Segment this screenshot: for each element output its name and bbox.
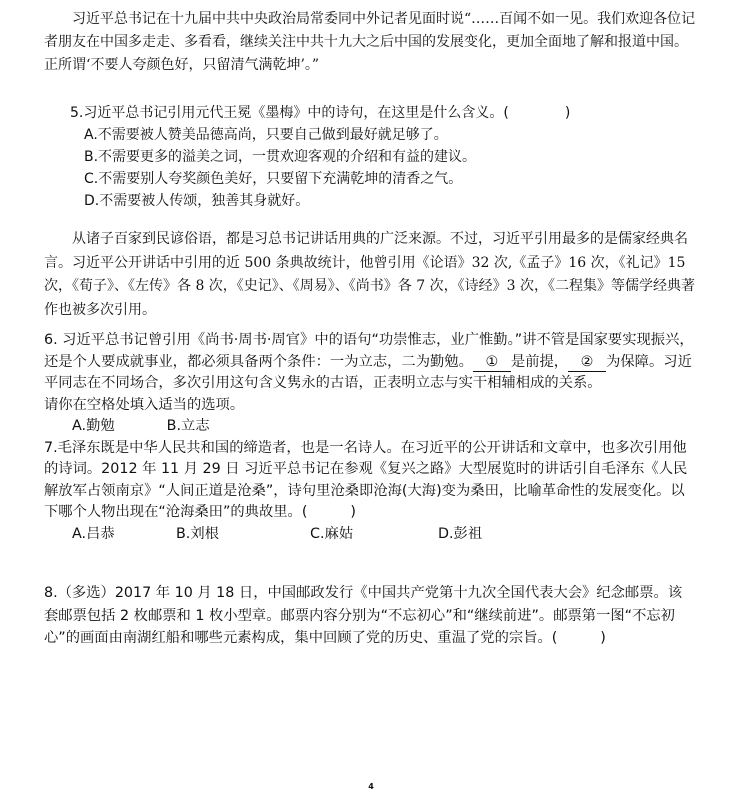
- classics-paragraph: [44, 228, 696, 322]
- question-5: [44, 102, 696, 212]
- question-7: [44, 438, 696, 546]
- question-6-stem-part-2: 是前提，: [510, 353, 569, 370]
- question-6-option-b: B.立志: [166, 418, 210, 434]
- question-6-stem-part-3: 为保障。习近平同志在不同场合，多次引用这句含义隽永的古语，正表明立志与实干相辅相成的关系。: [44, 353, 692, 391]
- question-5-stem: 5.习近平总书记引用元代王冕《墨梅》中的诗句，在这里是什么含义。( ): [70, 105, 571, 121]
- question-6-options: [44, 416, 696, 438]
- answer-blank-2[interactable]: ②: [568, 354, 606, 372]
- intro-paragraph-text: 习近平总书记在十九届中共中央政治局常委同中外记者见面时说“……百闻不如一见。我们欢迎各位记者朋友在中国多走走、多看看，继续关注中共十九大之后中国的发展变化，更加全面地了解和报道中国。正所谓‘不要人夸颜色好，只留清气满乾坤’。”: [44, 11, 696, 73]
- question-8-stem: 8.（多选）2017 年 10 月 18 日，中国邮政发行《中国共产党第十九次全国代表大会》纪念邮票。该套邮票包括 2 枚邮票和 1 枚小型章。邮票内容分别为“不忘初心”和“继续前进”。邮票第一图“不忘初心”的画面由南湖红船和哪些元素构成，集中回顾了党的历史、重温了党的宗旨。( ): [44, 585, 683, 646]
- question-8: [44, 582, 696, 650]
- question-7-options: [44, 524, 696, 546]
- question-6-and-7: [44, 330, 696, 545]
- question-7-option-c: C.麻姑: [310, 525, 354, 542]
- page-number: 4: [368, 782, 374, 791]
- question-5-option-a: A.不需要被人赞美品德高尚，只要自己做到最好就足够了。: [84, 127, 448, 143]
- classics-paragraph-text: 从诸子百家到民谚俗语，都是习总书记讲话用典的广泛来源。不过，习近平引用最多的是儒家经典名言。习近平公开讲话中引用的近 500 条典故统计，他曾引用《论语》32 次,《孟子》16 次，《礼记》15 次，《荀子》、《左传》各 8 次，《史记》、《周易》、《尚书》各 7 次，《诗经》3 次，《二程集》等儒学经典著作也被多次引用。: [44, 231, 695, 318]
- question-6-option-a: A.勤勉: [72, 418, 115, 434]
- question-6-instruction: 请你在空格处填入适当的选项。: [44, 396, 245, 413]
- question-7-stem: 7.毛泽东既是中华人民共和国的缔造者，也是一名诗人。在习近平的公开讲话和文章中，也多次引用他的诗词。2012 年 11 月 29 日 习近平总书记在参观《复兴之路》大型展览时的讲话引自毛泽东《人民解放军占领南京》“人间正道是沧桑”，诗句里沧桑即沧海(大海)变为桑田，比喻革命性的发展变化。以下哪个人物出现在“沧海桑田”的典故里。( ): [44, 439, 688, 520]
- question-7-option-a: A.吕恭: [72, 525, 115, 542]
- question-5-option-b: B.不需要更多的溢美之词，一贯欢迎客观的介绍和有益的建议。: [84, 149, 477, 165]
- question-6-stem-part-1: 6. 习近平总书记曾引用《尚书·周书·周官》中的语句“功崇惟志，业广惟勤。”讲不管是国家要实现振兴，还是个人要成就事业，都必须具备两个条件：一为立志，二为勤勉。: [44, 332, 694, 370]
- question-5-option-d: D.不需要被人传颂，独善其身就好。: [84, 193, 310, 209]
- answer-blank-1[interactable]: ①: [473, 354, 511, 372]
- question-6-stem: [44, 330, 696, 395]
- question-5-option-c: C.不需要别人夸奖颜色美好，只要留下充满乾坤的清香之气。: [84, 171, 463, 187]
- intro-paragraph: [44, 8, 696, 77]
- question-7-option-d: D.彭祖: [438, 525, 483, 542]
- question-7-option-b: B.刘根: [176, 525, 219, 542]
